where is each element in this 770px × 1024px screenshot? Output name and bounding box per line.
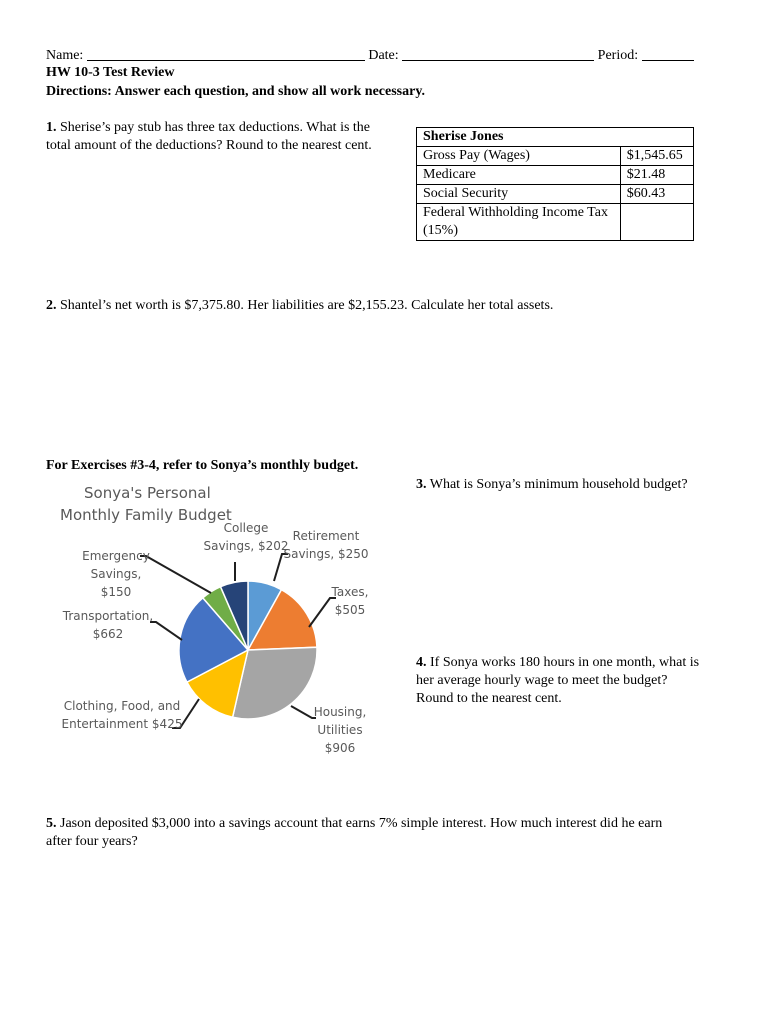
- pie-label-emergency-savings: [82, 549, 150, 599]
- question-1-number: 1.: [46, 120, 57, 135]
- pie-label-line: Clothing, Food, and: [63, 699, 181, 713]
- question-3-number: 3.: [416, 477, 427, 492]
- date-label: Date:: [368, 48, 399, 63]
- pie-label-line: Entertainment $425: [61, 717, 183, 731]
- question-4-text-2: her average hourly wage to meet the budget?: [416, 673, 668, 688]
- question-4-number: 4.: [416, 655, 427, 670]
- pie-label-college-savings: [203, 521, 288, 553]
- table-cell-value[interactable]: [620, 204, 693, 241]
- pie-label-line: College: [223, 521, 269, 535]
- pie-label-clothing-food-and-entertainment: [62, 699, 183, 731]
- assignment-title: HW 10-3 Test Review: [46, 65, 175, 80]
- question-4: [416, 654, 736, 708]
- pie-label-line: Savings,: [90, 567, 142, 581]
- question-3: [416, 476, 736, 494]
- pie-label-line: $150: [100, 585, 132, 599]
- question-1-text-2: total amount of the deductions? Round to the nearest cent.: [46, 138, 372, 153]
- name-blank[interactable]: [87, 46, 365, 61]
- table-cell-label: Federal Withholding Income Tax (15%): [417, 204, 621, 241]
- pie-leader-line: [291, 706, 316, 718]
- budget-pie-chart: [0, 470, 400, 770]
- pie-label-line: Transportation,: [62, 609, 154, 623]
- exercise-intro: For Exercises #3-4, refer to Sonya’s monthly budget.: [46, 458, 359, 473]
- pie-label-line: Savings, $250: [283, 547, 369, 561]
- question-4-text-3: Round to the nearest cent.: [416, 691, 562, 706]
- date-blank[interactable]: [402, 46, 594, 61]
- question-3-text: What is Sonya’s minimum household budget?: [429, 477, 688, 492]
- pie-label-line: Savings, $202: [203, 539, 289, 553]
- directions: Directions: Answer each question, and show all work necessary.: [46, 84, 426, 99]
- question-4-text-1: If Sonya works 180 hours in one month, what is: [430, 655, 700, 670]
- pie-label-line: Emergency: [82, 549, 150, 563]
- table-cell-label: Social Security: [417, 185, 621, 204]
- table-cell-value: $60.43: [620, 185, 693, 204]
- question-5-text-1: Jason deposited $3,000 into a savings account that earns 7% simple interest. How much interest did he earn: [60, 816, 663, 831]
- name-label: Name:: [46, 48, 84, 63]
- question-2: [46, 297, 726, 315]
- question-5: [46, 815, 736, 851]
- question-5-number: 5.: [46, 816, 57, 831]
- pie-label-line: Housing,: [313, 705, 367, 719]
- pie-label-line: $662: [92, 627, 124, 641]
- pie-label-taxes: [331, 585, 369, 617]
- pie-label-line: Utilities: [317, 723, 363, 737]
- pie-label-line: Taxes,: [331, 585, 369, 599]
- pay-stub-table: [416, 127, 694, 241]
- table-cell-value: $1,545.65: [620, 147, 693, 166]
- table-cell-value: $21.48: [620, 166, 693, 185]
- question-1: [46, 119, 406, 155]
- table-row: [417, 147, 694, 166]
- pie-label-transportation: [62, 609, 153, 641]
- question-1-text-1: Sherise’s pay stub has three tax deductions. What is the: [60, 120, 371, 135]
- chart-title-line-1: Sonya's Personal: [84, 484, 211, 502]
- period-label: Period:: [597, 48, 639, 63]
- question-5-text-2: after four years?: [46, 834, 138, 849]
- pie-label-line: Retirement: [292, 529, 360, 543]
- question-2-number: 2.: [46, 298, 57, 313]
- pie-leader-line: [309, 598, 336, 627]
- table-cell-label: Medicare: [417, 166, 621, 185]
- question-2-text: Shantel’s net worth is $7,375.80. Her liabilities are $2,155.23. Calculate her total assets.: [60, 298, 554, 313]
- pie-leader-line: [140, 556, 211, 593]
- pie-slices: [179, 581, 317, 719]
- pie-label-retirement-savings: [283, 529, 368, 561]
- header-line: [46, 46, 724, 64]
- pay-stub-title: Sherise Jones: [417, 128, 694, 147]
- table-row: [417, 185, 694, 204]
- pie-label-line: $505: [334, 603, 366, 617]
- pie-label-line: $906: [324, 741, 356, 755]
- pie-label-housing-utilities: [314, 705, 367, 755]
- table-row: [417, 204, 694, 241]
- chart-title-line-2: Monthly Family Budget: [60, 506, 232, 524]
- pie-leader-line: [150, 622, 182, 640]
- table-row: [417, 166, 694, 185]
- table-cell-label: Gross Pay (Wages): [417, 147, 621, 166]
- period-blank[interactable]: [642, 46, 694, 61]
